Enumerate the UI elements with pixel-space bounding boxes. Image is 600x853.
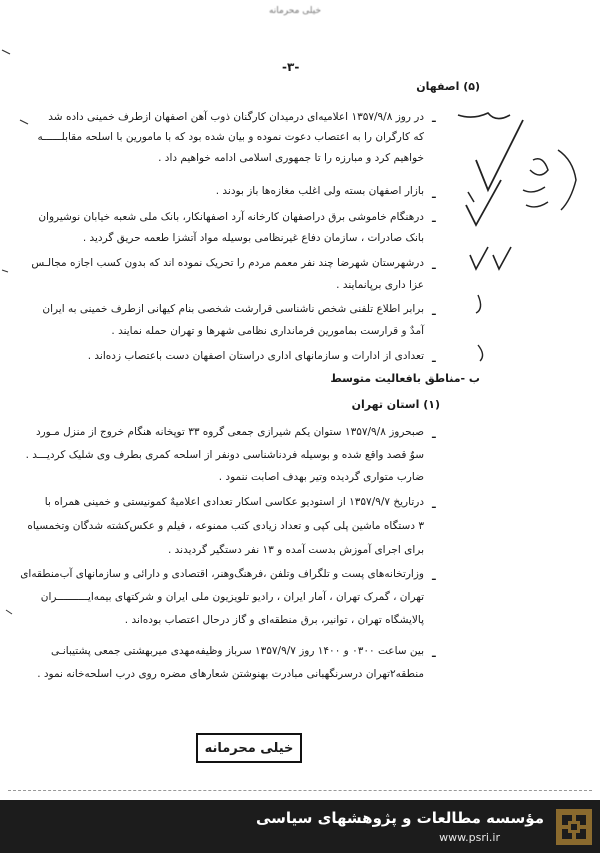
heading-section-b: ب -مناطق بافعالیت متوسط <box>330 372 480 385</box>
text-line: پالایشگاه تهران ، توانیر، برق منطقه‌ای و گاز درحال اعتصاب بوده‌اند . <box>124 614 424 626</box>
text-line: تعدادی از ادارات و سازمانهای اداری دراستان اصفهان دست باعتصاب زده‌اند . <box>87 350 424 362</box>
bullet-dash: ـ <box>432 305 436 318</box>
bullet-dash: ـ <box>432 212 436 225</box>
confidential-stamp: خیلی محرمانه <box>196 733 302 763</box>
psri-logo-icon <box>556 809 592 845</box>
text-line: برابر اطلاع تلفنی شخص ناشناسی قرارشت شخصی بنام کیهانی ازطرف خمینی به ایران <box>42 303 424 315</box>
text-line: بین ساعت ۰۳۰۰ و ۱۴۰۰ روز ۱۳۵۷/۹/۷ سرباز وظیفه‌مهدی میربهشتی جمعی پشتیبانـی <box>51 645 424 657</box>
footer-url[interactable]: www.psri.ir <box>439 831 500 844</box>
text-line: عزا داری برپانمایند . <box>336 279 424 291</box>
margin-marks-icon <box>0 0 40 800</box>
bullet-dash: ـ <box>432 428 436 441</box>
text-line: درشهرستان شهرضا چند نفر معمم مردم را تحریک نموده اند که بدون کسب اجازه مجالـس <box>31 257 424 269</box>
text-line: در روز ۱۳۵۷/۹/۸ اعلامیه‌ای درمیدان کارگنان ذوب آهن اصفهان ازطرف خمینی داده شد <box>48 111 424 123</box>
footer-banner <box>0 800 600 853</box>
text-line: برای اجرای آموزش بدست آمده و ۱۳ نفر دستگیر گردیدند . <box>168 544 424 556</box>
text-line: وزارتخانه‌های پست و تلگراف وتلفن ،فرهنگ‌وهنر، اقتصادی و دارائی و سازمانهای آب‌منطقه‌ای <box>20 568 424 580</box>
page-number: -٣- <box>282 60 300 74</box>
text-line: آمدٌ و قرارست بمامورین فرمانداری نظامی شهرها و تهران حمله نمایند . <box>111 325 424 337</box>
footer-title: مؤسسه مطالعات و پژوهشهای سیاسی <box>255 809 544 827</box>
bullet-dash: ـ <box>432 188 436 201</box>
text-line: صبحروز ۱۳۵۷/۹/۸ ستوان یکم شیرازی جمعی گروه ۳۳ توپخانه هنگام خروج از منزل مـورد <box>35 426 424 438</box>
text-line: درتاریخ ۱۳۵۷/۹/۷ از استودیو عکاسی اسکار تعدادی اعلامیهٌ کمونیستی و خمینی همراه با <box>44 496 424 508</box>
heading-esfahan: (۵) اصفهان <box>416 80 480 93</box>
text-line: خواهیم کرد و مبارزه را تا جمهوری اسلامی ادامه خواهیم داد . <box>158 152 424 164</box>
text-line: بازار اصفهان بسته ولی اغلب مغازه‌ها باز بودند . <box>215 185 424 197</box>
bullet-dash: ـ <box>432 259 436 272</box>
text-line: که کارگران را به اعتصاب دعوت نموده و بیان شده بود که با مامورین با اسلحه مقابلــــــه <box>37 131 424 143</box>
text-line: بانک صادرات ، سازمان دفاع غیرنظامی بوسیله مواد آتشزا طعمه حریق گردید . <box>82 232 424 244</box>
text-line: درهنگام خاموشی برق دراصفهان کارخانه آرد اصفهانکار، بانک ملی شعبه خیابان نوشیروان <box>38 211 424 223</box>
text-line: منطقه۲تهران درسرنگهبانی مبادرت بهنوشتن شعارهای مضره روی درب اسلحه‌خانه نمود . <box>37 668 424 680</box>
bullet-dash: ـ <box>432 647 436 660</box>
text-line: ۳ دستگاه ماشین پلی کپی و تعداد زیادی کتب ممنوعه ، فیلم و عکس‌کشته شدگان وتخمسیاه <box>27 520 424 532</box>
handwritten-checkmarks-icon <box>448 95 598 395</box>
bullet-dash: ـ <box>432 352 436 365</box>
top-stamp: خیلی محرمانه <box>268 6 322 16</box>
heading-tehran: (۱) استان تهران <box>351 398 440 411</box>
text-line: ضارب متواری گردیده وتیر بهدف اصابت ننمود . <box>218 471 424 483</box>
divider <box>8 790 592 791</box>
text-line: تهران ، گمرک تهران ، آمار ایران ، رادیو تلویزیون ملی ایران و شرکتهای بیمه‌ایــــــــــران <box>40 591 424 603</box>
bullet-dash: ـ <box>432 498 436 511</box>
bullet-dash: ـ <box>432 112 436 125</box>
text-line: سوٌ قصد واقع شده و بوسیله فردناشناسی دونفر از اسلحه کمری بطرف وی شلیک کردیـــد . <box>25 449 424 461</box>
bullet-dash: ـ <box>432 570 436 583</box>
